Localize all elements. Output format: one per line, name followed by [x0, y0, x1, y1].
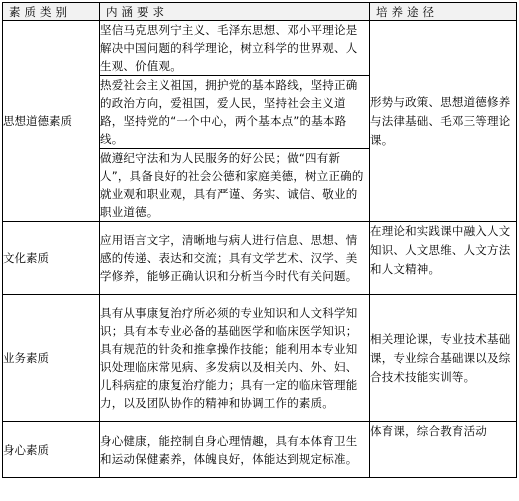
content-professional: 具有从事康复治疗所必须的专业知识和人文科学知识；具有本专业必备的基础医学和临床医学知识；具有规范的针灸和推拿操作技能；能利用本专业知识处理临床常见病、多发病以及相关内、外、妇、儿科病症的康复治疗能力；具有一定的临床管理能力，以及团队协作的精神和协调工作的素质。: [100, 295, 370, 422]
content-moral-3: 做遵纪守法和为人民服务的好公民；做“四有新人”，具备良好的社会公德和家庭美德，树立正确的就业观和职业观，具有严谨、务实、诚信、敬业的职业道德。: [100, 149, 370, 222]
table-row: [3, 295, 517, 422]
quality-requirements-table: [2, 2, 517, 478]
table-header-row: [3, 3, 517, 21]
table-row: [3, 222, 517, 295]
content-moral-1: 坚信马克思列宁主义、毛泽东思想、邓小平理论是解决中国问题的科学理论，树立科学的世界观、人生观、价值观。: [100, 21, 370, 76]
header-content: 内涵要求: [100, 3, 370, 21]
content-physical: 身心健康，能控制自身心理情趣，具有本体育卫生和运动保健素养，体魄良好，体能达到规定标准。: [100, 422, 370, 478]
path-professional: 相关理论课，专业技术基础课，专业综合基础课以及综合技术技能实训等。: [370, 295, 517, 422]
category-culture: 文化素质: [3, 222, 100, 295]
path-physical: 体育课，综合教育活动: [370, 422, 517, 478]
path-moral: 形势与政策、思想道德修养与法律基础、毛邓三等理论课。: [370, 21, 517, 222]
category-physical: 身心素质: [3, 422, 100, 478]
path-culture: 在理论和实践课中融入人文知识、人文思维、人文方法和人文精神。: [370, 222, 517, 295]
header-path: 培养途径: [370, 3, 517, 21]
table-row: [3, 422, 517, 478]
category-professional: 业务素质: [3, 295, 100, 422]
content-moral-2: 热爱社会主义祖国，拥护党的基本路线，坚持正确的政治方向，爱祖国，爱人民，坚持社会主义道路，坚持党的“一个中心，两个基本点”的基本路线。: [100, 76, 370, 149]
header-category: 素质类别: [3, 3, 100, 21]
category-moral: 思想道德素质: [3, 21, 100, 222]
table-row: [3, 21, 517, 76]
content-culture: 应用语言文字，清晰地与病人进行信息、思想、情感的传递、表达和交流；具有文学艺术、汉学、美学修养，能够正确认识和分析当今时代有关问题。: [100, 222, 370, 295]
